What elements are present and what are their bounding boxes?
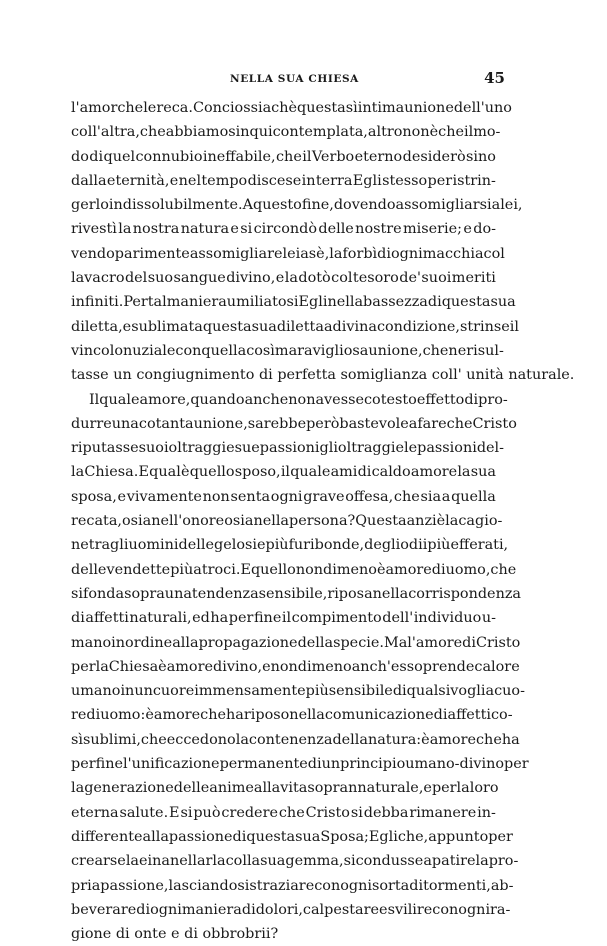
text-line: vincolo nuziale con quella così maravigliosa unione, che ne risul- [71, 342, 504, 359]
page-header [205, 69, 565, 95]
text-line: differente alla passione di questa sua Sposa; Egli che, appunto per [71, 828, 513, 845]
text-line: gerlo indissolubilmente. A questo fine, dovendo assomigliarsi a lei, [71, 197, 523, 214]
text-line: per fine l' unificazione permanente di un principio umano-divino per [71, 756, 529, 773]
text-line: l' amor che le reca. Conciossiachè questa sì intima unione dell' uno [71, 100, 512, 116]
text-line: per la Chiesa è amore divino, e nondimeno anch' esso prende calore [71, 658, 520, 675]
text-line: recata, o sia nell' onore o sia nella persona? Questa anzi è la cagio- [71, 513, 503, 530]
text-line: coll' altra, che abbiamo sin qui contemplata, altro non è che il mo- [71, 124, 501, 141]
text-line: crearsela e inanellarla colla sua gemma, si condusse a patire la pro- [71, 853, 519, 870]
text-line: sì sublimi, che eccedono la contenenza della natura: è amore che ha [71, 731, 520, 748]
text-line: beverare di ogni maniera di dolori, calpestare e svilire con ogni ra- [71, 901, 511, 918]
page-number: 45 [484, 69, 505, 87]
text-line: mano in ordine alla propagazione della specie. Ma l' amore di Cristo [71, 634, 521, 651]
text-line: dalla eternità, e nel tempo discese in terra Egli stesso per istrin- [71, 172, 496, 189]
text-line: delle vendette più atroci. E quello nondimeno è amore di uomo, che [71, 561, 517, 578]
text-line: si fonda sopra una tendenza sensibile, riposa nella corrispondenza [71, 585, 522, 602]
text-line: sposa, e vivamente non senta ogni grave offesa, che sia a quella [71, 488, 496, 505]
text-line: ne tra gli uomini delle gelosie più furibonde, degli odii più efferati, [71, 537, 509, 554]
running-title: NELLA SUA CHIESA [230, 73, 359, 85]
text-line: vendo parimente assomigliare lei a sè, la forbì di ogni macchia col [71, 245, 505, 262]
text-line: eterna salute. E si può credere che Cristo si debba rimanere in- [71, 804, 496, 821]
text-line: Il quale amore, quando anche non avesse cotesto effetto di pro- [89, 391, 508, 408]
text-line: do di quel connubio ineffabile, che il Verbo eterno desiderò sino [71, 148, 496, 165]
text-line: infiniti. Per tal maniera umiliatosi Egli nella bassezza di questa sua [71, 294, 516, 311]
body-text [71, 96, 575, 946]
text-line: lavacro del suo sangue divino, e la dotò col tesoro de' suoi meriti [71, 270, 496, 287]
text-line: di affetti naturali, ed ha per fine il compimento dell' individuo u- [71, 610, 496, 627]
text-line: la generazione delle anime alla vita soprannaturale, e per la loro [71, 780, 499, 797]
text-line: umano in un cuore immensamente più sensibile di qualsivoglia cuo- [71, 683, 525, 700]
text-line: rivestì la nostra natura e si circondò delle nostre miserie; e do- [71, 221, 496, 238]
text-line: diletta, e sublimata questa sua diletta a divina condizione, strinse il [71, 318, 519, 335]
text-line: gione di onte e di obbrobrii? [71, 926, 279, 943]
text-line: re di uomo: è amore che ha riposo nella comunicazione di affetti co- [71, 707, 513, 724]
text-line: pria passione, lasciandosi straziare con ogni sorta di tormenti, ab- [71, 877, 514, 894]
text-line: tasse un congiugnimento di perfetta somiglianza coll' unità naturale. [71, 367, 575, 384]
text-line: riputasse suoi oltraggi e sue passioni gli oltraggi e le passioni del- [71, 440, 505, 457]
text-line: durre una cotanta unione, sarebbe però bastevole a fare che Cristo [71, 415, 517, 432]
text-line: la Chiesa. E qual è quello sposo, il quale ami di caldo amore la sua [71, 464, 496, 481]
